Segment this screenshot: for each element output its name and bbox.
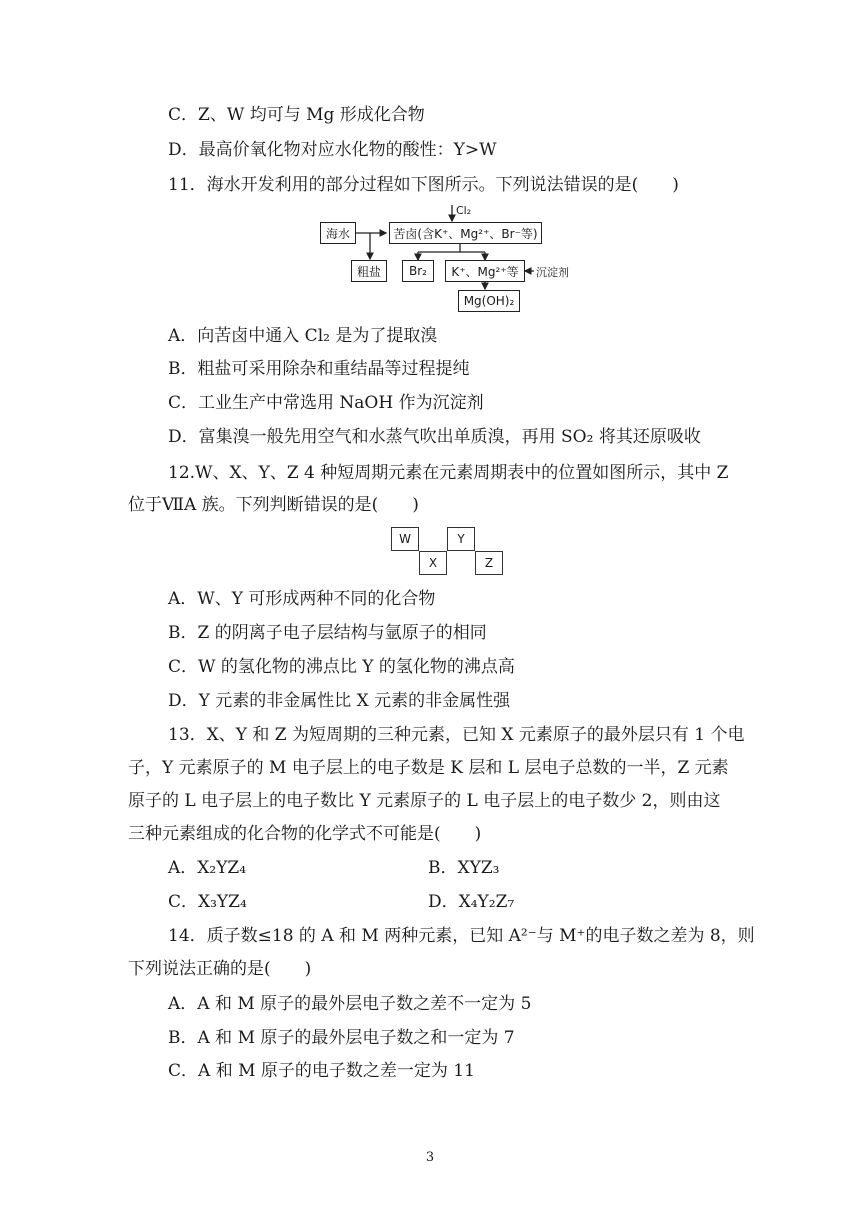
q14-option-a: A．A 和 M 原子的最外层电子数之差不一定为 5 — [168, 994, 532, 1014]
q14-stem-line2: 下列说法正确的是( ) — [128, 959, 312, 979]
q12-option-c: C．W 的氢化物的沸点比 Y 的氢化物的沸点高 — [168, 657, 515, 677]
q12-stem-line1: 12.W、X、Y、Z 4 种短周期元素在元素周期表中的位置如图所示，其中 Z — [168, 463, 729, 483]
cell-x: X — [419, 551, 447, 575]
q13-stem-line1: 13．X、Y 和 Z 为短周期的三种元素，已知 X 元素原子的最外层只有 1 个电 — [168, 725, 745, 745]
q12-option-b: B．Z 的阴离子电子层结构与氩原子的相同 — [168, 623, 487, 643]
precipitant-label: 沉淀剂 — [536, 266, 569, 279]
br2-box: Br₂ — [402, 260, 434, 282]
q13-stem-line2: 子，Y 元素原子的 M 电子层上的电子数是 K 层和 L 层电子总数的一半，Z 元素 — [128, 758, 729, 778]
q12-option-d: D．Y 元素的非金属性比 X 元素的非金属性强 — [168, 691, 511, 711]
k-mg-box: K⁺、Mg²⁺等 — [445, 260, 525, 282]
q11-option-c: C．工业生产中常选用 NaOH 作为沉淀剂 — [168, 393, 484, 413]
cell-y: Y — [447, 527, 475, 551]
seawater-box: 海水 — [320, 222, 356, 244]
q10-option-c: C．Z、W 均可与 Mg 形成化合物 — [168, 105, 425, 125]
q13-option-c: C．X₃YZ₄ — [168, 892, 247, 912]
page-number: 3 — [425, 1150, 435, 1165]
crude-salt-box: 粗盐 — [351, 260, 387, 282]
q13-option-b: B．XYZ₃ — [428, 858, 500, 878]
q14-option-c: C．A 和 M 原子的电子数之差一定为 11 — [168, 1061, 475, 1081]
q11-stem: 11．海水开发利用的部分过程如下图所示。下列说法错误的是( ) — [168, 175, 679, 195]
q13-option-d: D．X₄Y₂Z₇ — [428, 892, 515, 912]
q10-option-d: D．最高价氧化物对应水化物的酸性：Y>W — [168, 140, 497, 160]
q11-option-d: D．富集溴一般先用空气和水蒸气吹出单质溴，再用 SO₂ 将其还原吸收 — [168, 427, 701, 447]
q14-stem-line1: 14．质子数≤18 的 A 和 M 两种元素，已知 A²⁻与 M⁺的电子数之差为 8，则 — [168, 926, 755, 946]
cell-w: W — [391, 527, 419, 551]
q13-stem-line3: 原子的 L 电子层上的电子数比 Y 元素原子的 L 电子层上的电子数少 2，则由这 — [128, 791, 721, 811]
q12-option-a: A．W、Y 可形成两种不同的化合物 — [168, 589, 436, 609]
q11-option-b: B．粗盐可采用除杂和重结晶等过程提纯 — [168, 359, 470, 379]
mgoh2-box: Mg(OH)₂ — [458, 290, 520, 312]
q14-option-b: B．A 和 M 原子的最外层电子数之和一定为 7 — [168, 1028, 515, 1048]
bittern-box: 苦卤(含K⁺、Mg²⁺、Br⁻等) — [389, 222, 542, 244]
cell-z: Z — [475, 551, 503, 575]
q13-stem-line4: 三种元素组成的化合物的化学式不可能是( ) — [128, 824, 482, 844]
q11-option-a: A．向苦卤中通入 Cl₂ 是为了提取溴 — [168, 326, 438, 346]
q11-flow-diagram — [0, 0, 860, 320]
q12-stem-line2: 位于ⅦA 族。下列判断错误的是( ) — [128, 495, 419, 515]
q13-option-a: A．X₂YZ₄ — [168, 858, 247, 878]
cl2-label: Cl₂ — [456, 204, 472, 217]
